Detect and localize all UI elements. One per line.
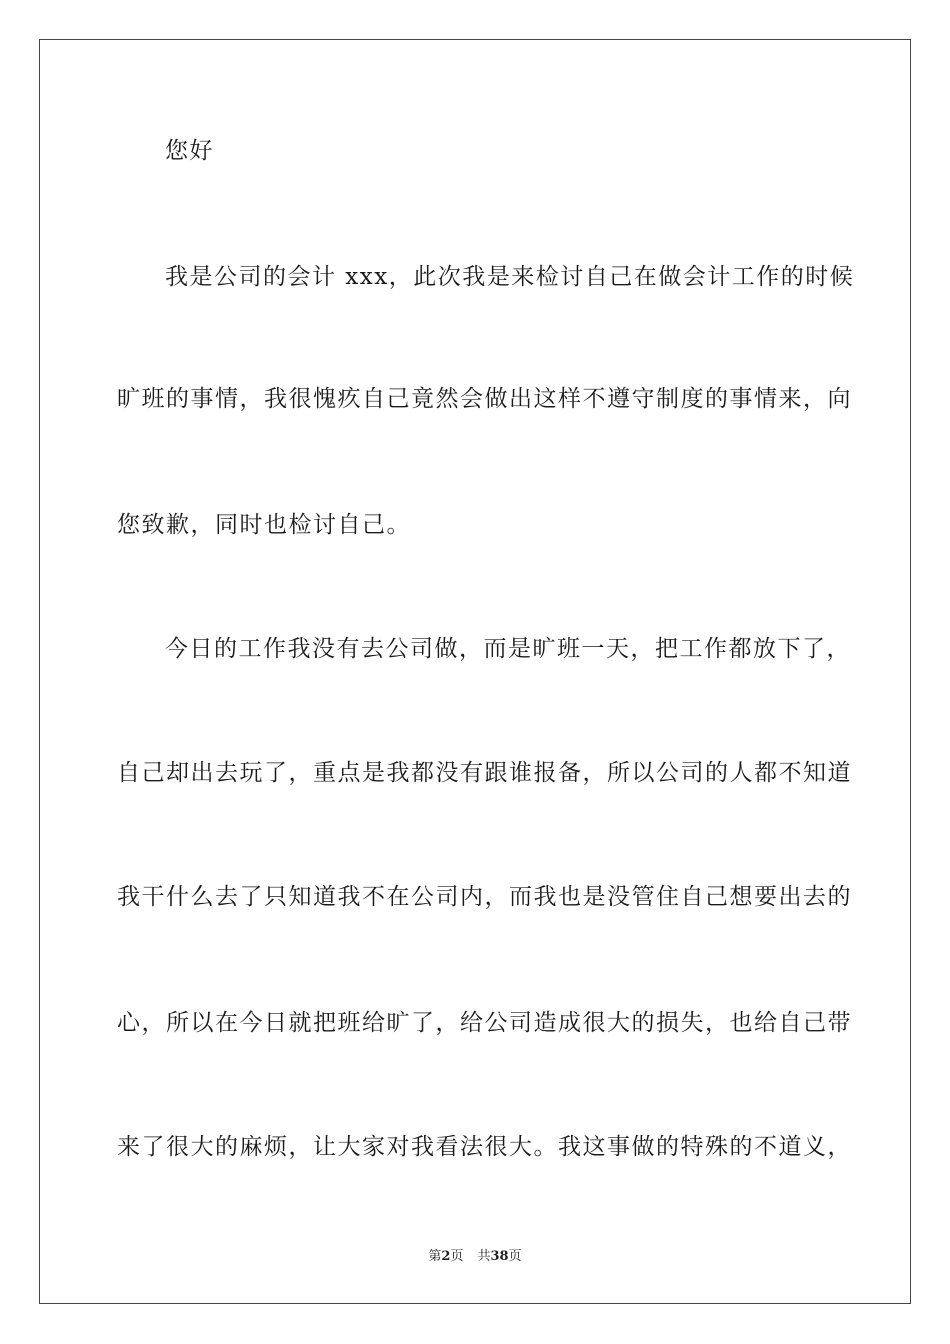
footer-page-number: 2 (441, 1249, 451, 1264)
paragraph-line-7: 心，所以在今日就把班给旷了，给公司造成很大的损失，也给自己带 (117, 1010, 852, 1036)
paragraph-line-5: 自己却出去玩了，重点是我都没有跟谁报备，所以公司的人都不知道 (117, 760, 852, 786)
page-border (39, 39, 911, 1304)
footer-total-prefix: 共 (477, 1249, 491, 1264)
paragraph-line-1: 我是公司的会计 xxx，此次我是来检讨自己在做会计工作的时候 (165, 264, 855, 290)
paragraph-line-2: 旷班的事情，我很愧疚自己竟然会做出这样不遵守制度的事情来，向 (117, 386, 852, 412)
footer-total-pages: 38 (490, 1249, 509, 1264)
page-footer (0, 1245, 950, 1264)
footer-page-suffix: 页 (450, 1249, 464, 1264)
paragraph-line-6: 我干什么去了只知道我不在公司内，而我也是没管住自己想要出去的 (117, 884, 852, 910)
paragraph-line-8: 来了很大的麻烦，让大家对我看法很大。我这事做的特殊的不道义， (117, 1134, 852, 1160)
greeting-text: 您好 (165, 138, 214, 164)
footer-page-prefix: 第 (428, 1249, 442, 1264)
paragraph-line-3: 您致歉，同时也检讨自己。 (117, 512, 411, 538)
paragraph-line-4: 今日的工作我没有去公司做，而是旷班一天，把工作都放下了， (165, 636, 851, 662)
footer-total-suffix: 页 (508, 1249, 522, 1264)
